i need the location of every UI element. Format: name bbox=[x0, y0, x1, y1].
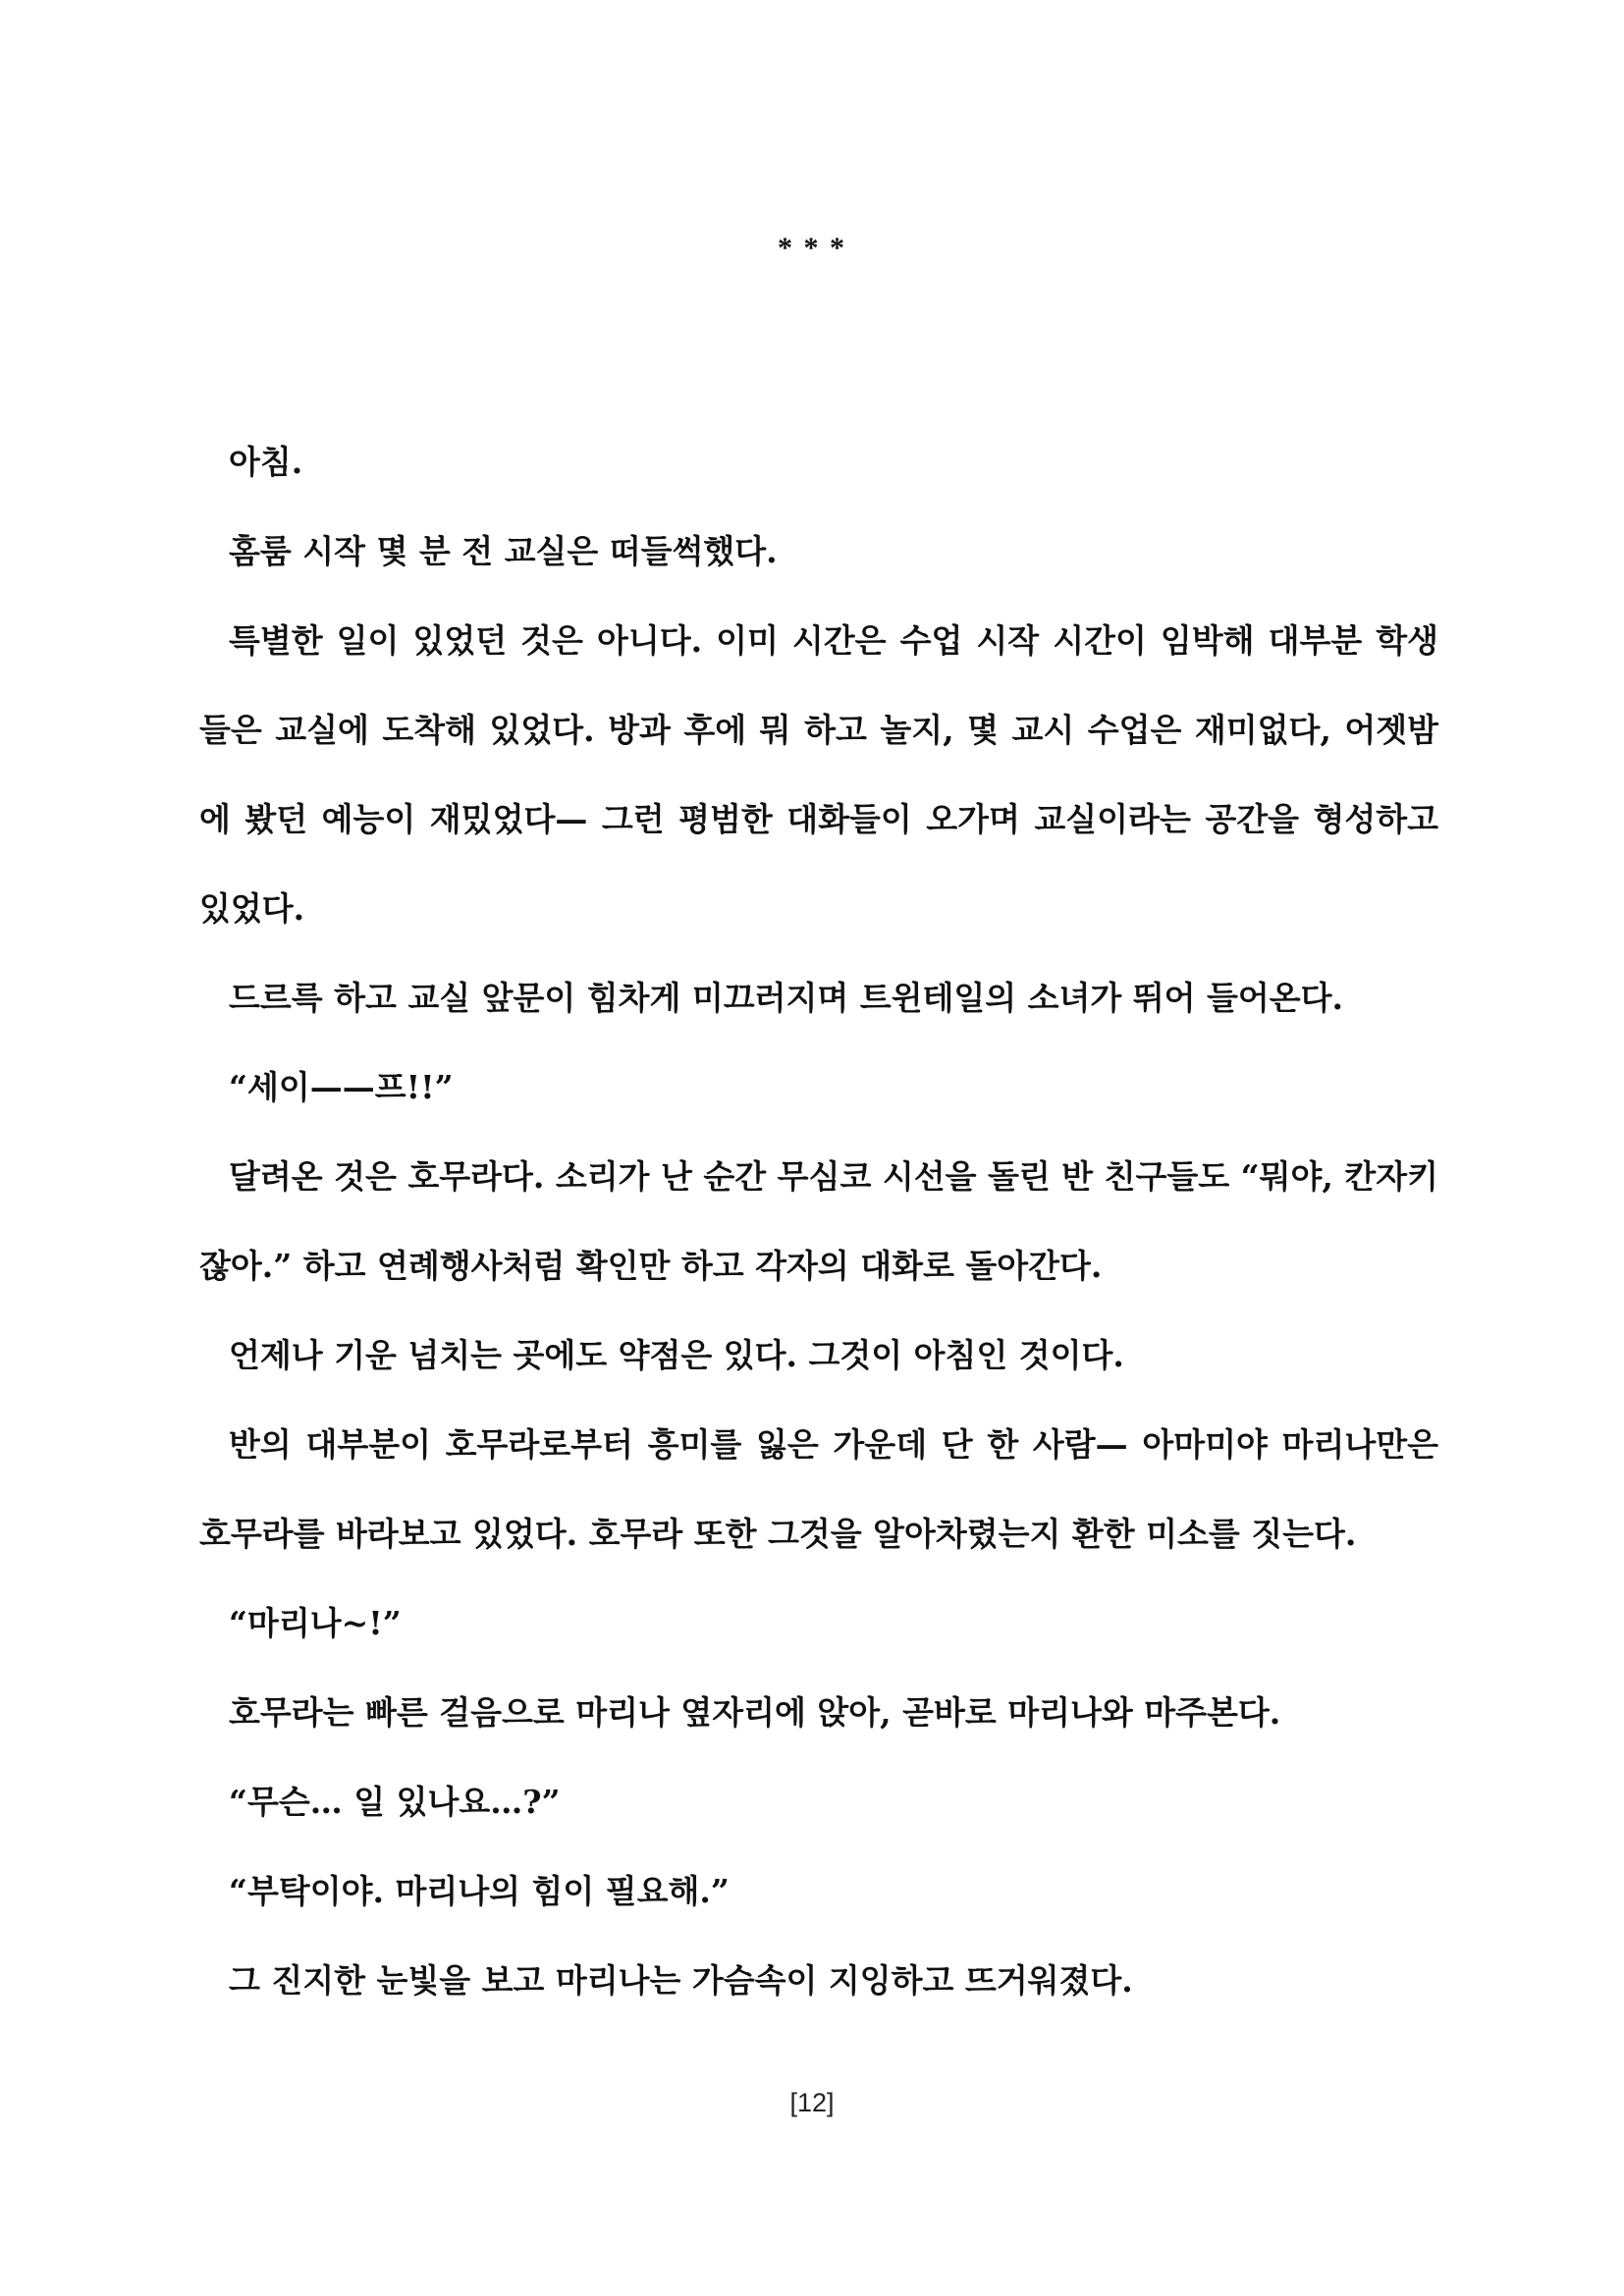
paragraph-marina-feels: 그 진지한 눈빛을 보고 마리나는 가슴속이 지잉하고 뜨거워졌다. bbox=[229, 1961, 1133, 2000]
dialogue-what-happened: “무슨… 일 있나요…?” bbox=[229, 1783, 561, 1821]
body-text bbox=[199, 417, 1438, 2025]
page-number: [12] bbox=[789, 2088, 835, 2117]
paragraph-marina-watching: 반의 대부분이 호무라로부터 흥미를 잃은 가운데 단 한 사람— 아마미야 마리나만은 호무라를 바라보고 있었다. 호무라 또한 그것을 알아차렸는지 환한 미소를 짓는다. bbox=[199, 1425, 1438, 1553]
scene-separator: * * * bbox=[778, 232, 846, 264]
dialogue-marina-call: “마리나~!” bbox=[229, 1604, 402, 1642]
dialogue-safe: “세이——프!!” bbox=[229, 1068, 454, 1106]
paragraph-homeroom: 홈룸 시작 몇 분 전 교실은 떠들썩했다. bbox=[229, 532, 778, 570]
dialogue-request: “부탁이야. 마리나의 힘이 필요해.” bbox=[229, 1872, 730, 1910]
paragraph-homura-sits: 호무라는 빠른 걸음으로 마리나 옆자리에 앉아, 곧바로 마리나와 마주본다. bbox=[229, 1693, 1281, 1732]
paragraph-classroom-chatter: 특별한 일이 있었던 것은 아니다. 이미 시간은 수업 시작 시간이 임박해 대부분 학생들은 교실에 도착해 있었다. 방과 후에 뭐 하고 놀지, 몇 교시 수업은 재미없다, 어젯밤에 봤던 예능이 재밌었다— 그런 평범한 대화들이 오가며 교실이라는 공간을 형성하고 있었다. bbox=[199, 621, 1438, 928]
paragraph-morning: 아침. bbox=[229, 443, 303, 481]
paragraph-weakness: 언제나 기운 넘치는 곳에도 약점은 있다. 그것이 아침인 것이다. bbox=[229, 1336, 1124, 1374]
paragraph-door-opens: 드르륵 하고 교실 앞문이 힘차게 미끄러지며 트윈테일의 소녀가 뛰어 들어온다. bbox=[229, 979, 1343, 1017]
paragraph-homura-arrives: 달려온 것은 호무라다. 소리가 난 순간 무심코 시선을 돌린 반 친구들도 “뭐야, 칸자키잖아.” 하고 연례행사처럼 확인만 하고 각자의 대화로 돌아간다. bbox=[199, 1157, 1438, 1285]
